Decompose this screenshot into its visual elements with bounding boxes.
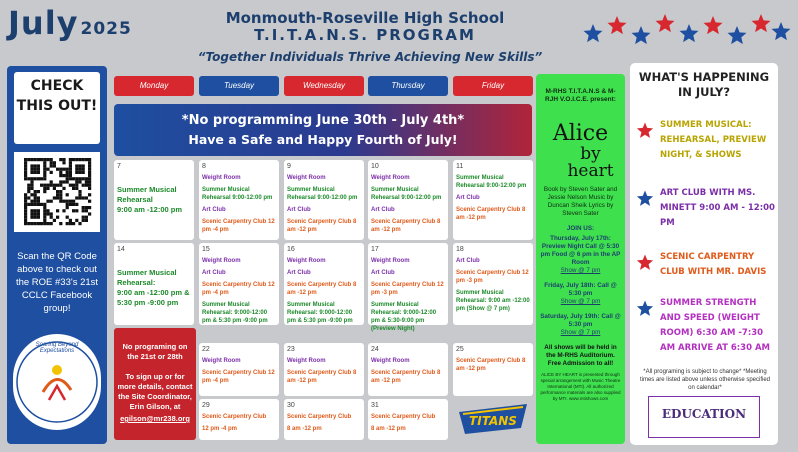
shows-note: All shows will be held in the M-RHS Auditorium. Free Admission to all! <box>544 344 617 367</box>
day-number: 25 <box>456 346 464 353</box>
day-header-monday: Monday <box>114 76 194 96</box>
show-credits: Book by Steven Sater and Jessie Nelson Music by Duncan Sheik Lyrics by Steven Sater <box>543 186 618 217</box>
calendar-event: Scenic Carpentry Club 8 am -12 pm <box>456 207 526 221</box>
calendar-event: Scenic Carpentry Club 8 am -12 pm <box>287 219 357 233</box>
decor-star-8 <box>772 22 791 40</box>
calendar-day-29 <box>199 399 279 440</box>
item-star-icon <box>636 122 654 140</box>
calendar-day-7 <box>114 160 194 240</box>
calendar-event: Art Club <box>202 207 226 213</box>
calendar-day-17 <box>368 243 448 332</box>
day-number: 10 <box>371 163 379 170</box>
month-name: July <box>8 4 79 42</box>
calendar-event: Weight Room <box>202 175 241 181</box>
calendar-event: Scenic Carpentry Club 12 pm -3 pm <box>371 282 444 296</box>
calendar-event: Weight Room <box>287 258 326 264</box>
calendar-event: Summer Musical Rehearsal 9:00-12:00 pm <box>202 187 273 201</box>
decor-star-3 <box>656 14 675 32</box>
calendar-event: Scenic Carpentry Club 8 am -12 pm <box>287 370 357 384</box>
day-number: 11 <box>456 163 464 170</box>
calendar-event: Summer Musical Rehearsal: 9:000-12:00 pm & 5:30 pm -9:00 pm <box>287 302 353 324</box>
calendar-event: Weight Room <box>202 358 241 364</box>
day-number: 15 <box>202 246 210 253</box>
day-number: 16 <box>287 246 295 253</box>
thursday-show-time: Show @ 7 pm <box>560 267 601 274</box>
thursday-info: Thursday, July 17th: Preview Night Call @ 5:30 pm Food @ 6 pm in the AP Room <box>540 235 621 266</box>
saturday-show-time: Show @ 7 pm <box>560 329 601 336</box>
day-header-friday: Friday <box>453 76 533 96</box>
calendar-event: Art Club <box>371 207 395 213</box>
calendar-event: 8 am -12 pm <box>287 426 322 432</box>
calendar-event: Summer Musical Rehearsal: <box>117 268 177 287</box>
schedule-note: *All programing is subject to change* *Meeting times are listed above unless otherwise specified on calendar* <box>639 369 771 391</box>
calendar-event: Summer Musical Rehearsal 9:00-12:00 pm <box>371 187 442 201</box>
titans-logo <box>455 398 531 440</box>
day-header-tuesday: Tuesday <box>199 76 279 96</box>
year: 2025 <box>80 19 132 39</box>
day-number: 17 <box>371 246 379 253</box>
calendar-day-22 <box>199 343 279 396</box>
calendar-day-30 <box>284 399 364 440</box>
day-number: 8 <box>202 163 206 170</box>
day-number: 24 <box>371 346 379 353</box>
whats-happening-title: WHAT'S HAPPENING IN JULY? <box>638 70 770 99</box>
calendar-event: Art Club <box>287 270 311 276</box>
calendar-event: Summer Musical Rehearsal: 9:000-12:00 pm & 5:30-9:00 pm (Preview Night) <box>371 302 437 332</box>
program-name: T.I.T.A.N.S. PROGRAM <box>254 26 476 44</box>
calendar-day-8 <box>199 160 279 240</box>
calendar-event: Scenic Carpentry Club 8 am -12 pm <box>287 282 357 296</box>
decor-star-7 <box>752 14 771 32</box>
school-name: Monmouth-Roseville High School <box>225 9 505 27</box>
saturday-info: Saturday, July 19th: Call @ 5:30 pm <box>540 313 621 328</box>
calendar-event: Scenic Carpentry Club 8 am -12 pm <box>371 219 441 233</box>
day-number: 7 <box>117 163 121 170</box>
check-this-out: CHECK THIS OUT! <box>14 72 100 144</box>
calendar-event: Scenic Carpentry Club 8 am -12 pm <box>456 358 526 372</box>
banner-line2: Have a Safe and Happy Fourth of July! <box>188 132 458 147</box>
day-number: 30 <box>287 402 295 409</box>
calendar-event: Scenic Carpentry Club 12 pm -4 pm <box>202 219 275 233</box>
day-number: 14 <box>117 246 125 253</box>
day-number: 31 <box>371 402 379 409</box>
calendar-event: Scenic Carpentry Club <box>287 414 352 420</box>
edu-logo-text: EDUCATION <box>661 407 747 421</box>
calendar-event: Summer Musical Rehearsal: 9:000-12:00 pm & 5:30 pm -9:00 pm <box>202 302 268 324</box>
calendar-event: Weight Room <box>371 358 410 364</box>
decor-star-2 <box>632 26 651 44</box>
calendar-day-23 <box>284 343 364 396</box>
calendar-event: Summer Musical Rehearsal <box>117 185 177 204</box>
friday-show-time: Show @ 7 pm <box>560 298 601 305</box>
decor-star-0 <box>584 24 603 42</box>
calendar-day-24 <box>368 343 448 396</box>
friday-info: Friday, July 18th: Call @ 5:30 pm <box>544 282 617 297</box>
calendar-event: Summer Musical Rehearsal: 9:00 am -12:00 pm (Show @ 7 pm) <box>456 290 530 312</box>
calendar-event: Art Club <box>456 195 480 201</box>
day-header-wednesday: Wednesday <box>284 76 364 96</box>
calendar-event: Weight Room <box>371 258 410 264</box>
scan-text: Scan the QR Code above to check out the ROE #33's 21st CCLC Facebook group! <box>15 251 99 314</box>
day-number: 18 <box>456 246 464 253</box>
decor-star-4 <box>680 24 699 42</box>
show-title-alice: Alice <box>552 121 609 146</box>
coordinator-email-link[interactable]: egilson@mr238.org <box>120 414 190 423</box>
no-programming-banner <box>114 104 532 156</box>
day-header-thursday: Thursday <box>368 76 448 96</box>
calendar-event: Weight Room <box>371 175 410 181</box>
calendar-event: Summer Musical Rehearsal 9:00-12:00 pm <box>456 175 527 189</box>
calendar-event: Scenic Carpentry Club 12 pm -4 pm <box>202 282 275 296</box>
month-title <box>8 4 132 42</box>
calendar-day-15 <box>199 243 279 325</box>
calendar-event: Scenic Carpentry Club 8 am -12 pm <box>371 370 441 384</box>
titans-logo-text: TITANS <box>469 414 517 428</box>
no-programming-notice <box>114 328 196 440</box>
mti-fine-print: ALICE BY HEART is presented through special arrangement with Music Theatre International (MTI). All authorized performance materials are also supplied by MTI. www.mtishows.com <box>540 372 621 401</box>
calendar-event: 12 pm -4 pm <box>202 426 238 432</box>
happening-item: SCENIC CARPENTRY CLUB WITH MR. DAVIS <box>660 252 767 277</box>
calendar-event: Scenic Carpentry Club 12 pm -3 pm <box>456 270 529 284</box>
calendar-event: Weight Room <box>287 175 326 181</box>
present-heading: M-RHS T.I.T.A.N.S & M-RJH V.O.I.C.E. present: <box>545 88 616 103</box>
education-logo <box>648 396 760 438</box>
calendar-day-18 <box>453 243 533 325</box>
join-us: JOIN US: <box>566 225 595 232</box>
calendar-day-14 <box>114 243 194 325</box>
calendar-event: Art Club <box>371 270 395 276</box>
day-number: 23 <box>287 346 295 353</box>
calendar-event: Summer Musical Rehearsal 9:00-12:00 pm <box>287 187 358 201</box>
show-title-by-heart: by heart <box>567 144 614 181</box>
calendar-day-11 <box>453 160 533 240</box>
notice-line2: To sign up or for more details, contact the Site Coordinator, Erin Gilson, at <box>117 372 193 411</box>
calendar-event: Art Club <box>287 207 311 213</box>
item-star-icon <box>636 190 654 208</box>
happening-item: ART CLUB WITH MS. MINETT 9:00 AM - 12:00 PM <box>660 188 775 228</box>
calendar-event: Weight Room <box>287 358 326 364</box>
notice-line1: No programing on the 21st or 28th <box>122 342 188 361</box>
decor-star-6 <box>728 26 747 44</box>
cclc-logo <box>13 334 101 430</box>
calendar-day-16 <box>284 243 364 325</box>
decor-star-5 <box>704 16 723 34</box>
calendar-day-31 <box>368 399 448 440</box>
logo-text: Soaring Beyond Expectations <box>35 342 79 354</box>
calendar-event: Weight Room <box>202 258 241 264</box>
day-number: 29 <box>202 402 210 409</box>
qr-code[interactable] <box>14 152 100 232</box>
decor-star-1 <box>608 16 627 34</box>
banner-line1: *No programming June 30th - July 4th* <box>181 113 465 128</box>
stars-decoration <box>583 8 793 48</box>
calendar-event: 8 am -12 pm <box>371 426 406 432</box>
calendar-event: Scenic Carpentry Club <box>202 414 267 420</box>
calendar-event: 9:00 am -12:00 pm <box>117 205 183 214</box>
happening-item: SUMMER MUSICAL: REHEARSAL, PREVIEW NIGHT, & SHOWS <box>660 120 767 160</box>
tagline: “Together Individuals Thrive Achieving New Skills” <box>197 50 543 64</box>
calendar-day-25 <box>453 343 533 396</box>
calendar-event: Art Club <box>456 258 480 264</box>
happening-item: SUMMER STRENGTH AND SPEED (WEIGHT ROOM) 6:30 AM -7:30 AM ARRIVE AT 6:30 AM <box>660 298 770 353</box>
day-number: 9 <box>287 163 291 170</box>
calendar-event: 9:00 am -12:00 pm & 5:30 pm -9:00 pm <box>117 288 190 307</box>
item-star-icon <box>636 300 654 318</box>
item-star-icon <box>636 254 654 272</box>
calendar-event: Scenic Carpentry Club <box>371 414 436 420</box>
calendar-day-9 <box>284 160 364 240</box>
calendar-event: Scenic Carpentry Club 12 pm -4 pm <box>202 370 275 384</box>
alice-by-heart-panel <box>536 74 625 444</box>
calendar-day-10 <box>368 160 448 240</box>
school-header <box>200 10 530 44</box>
day-number: 22 <box>202 346 210 353</box>
calendar-event: Art Club <box>202 270 226 276</box>
